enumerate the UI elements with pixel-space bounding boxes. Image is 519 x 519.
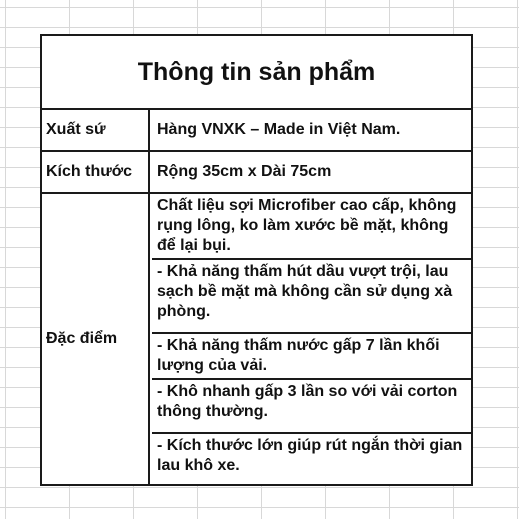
- product-info-table: [40, 34, 473, 486]
- table-title: Thông tin sản phẩm: [137, 57, 376, 86]
- size-value: Rộng 35cm x Dài 75cm: [157, 163, 332, 180]
- origin-label: Xuất sứ: [42, 110, 150, 150]
- features-label: Đặc điểm: [42, 194, 150, 484]
- table-title-row: [42, 36, 471, 110]
- size-label: Kích thước: [42, 152, 150, 192]
- feature-item: - Khả năng thấm hút dầu vượt trội, lau sạch bề mặt mà không cần sử dụng xà phòng.: [152, 260, 471, 334]
- table-row-origin: [42, 110, 471, 152]
- feature-item: - Kích thước lớn giúp rút ngắn thời gian lau khô xe.: [157, 437, 463, 474]
- origin-value: Hàng VNXK – Made in Việt Nam.: [157, 121, 401, 138]
- table-row-size: [42, 152, 471, 194]
- feature-item: - Khả năng thấm nước gấp 7 lần khối lượng của vải.: [152, 334, 471, 380]
- feature-item: Chất liệu sợi Microfiber cao cấp, không rụng lông, ko làm xước bề mặt, không để lại bụi.: [152, 194, 471, 260]
- feature-item: - Khô nhanh gấp 3 lần so với vải corton thông thường.: [152, 380, 471, 434]
